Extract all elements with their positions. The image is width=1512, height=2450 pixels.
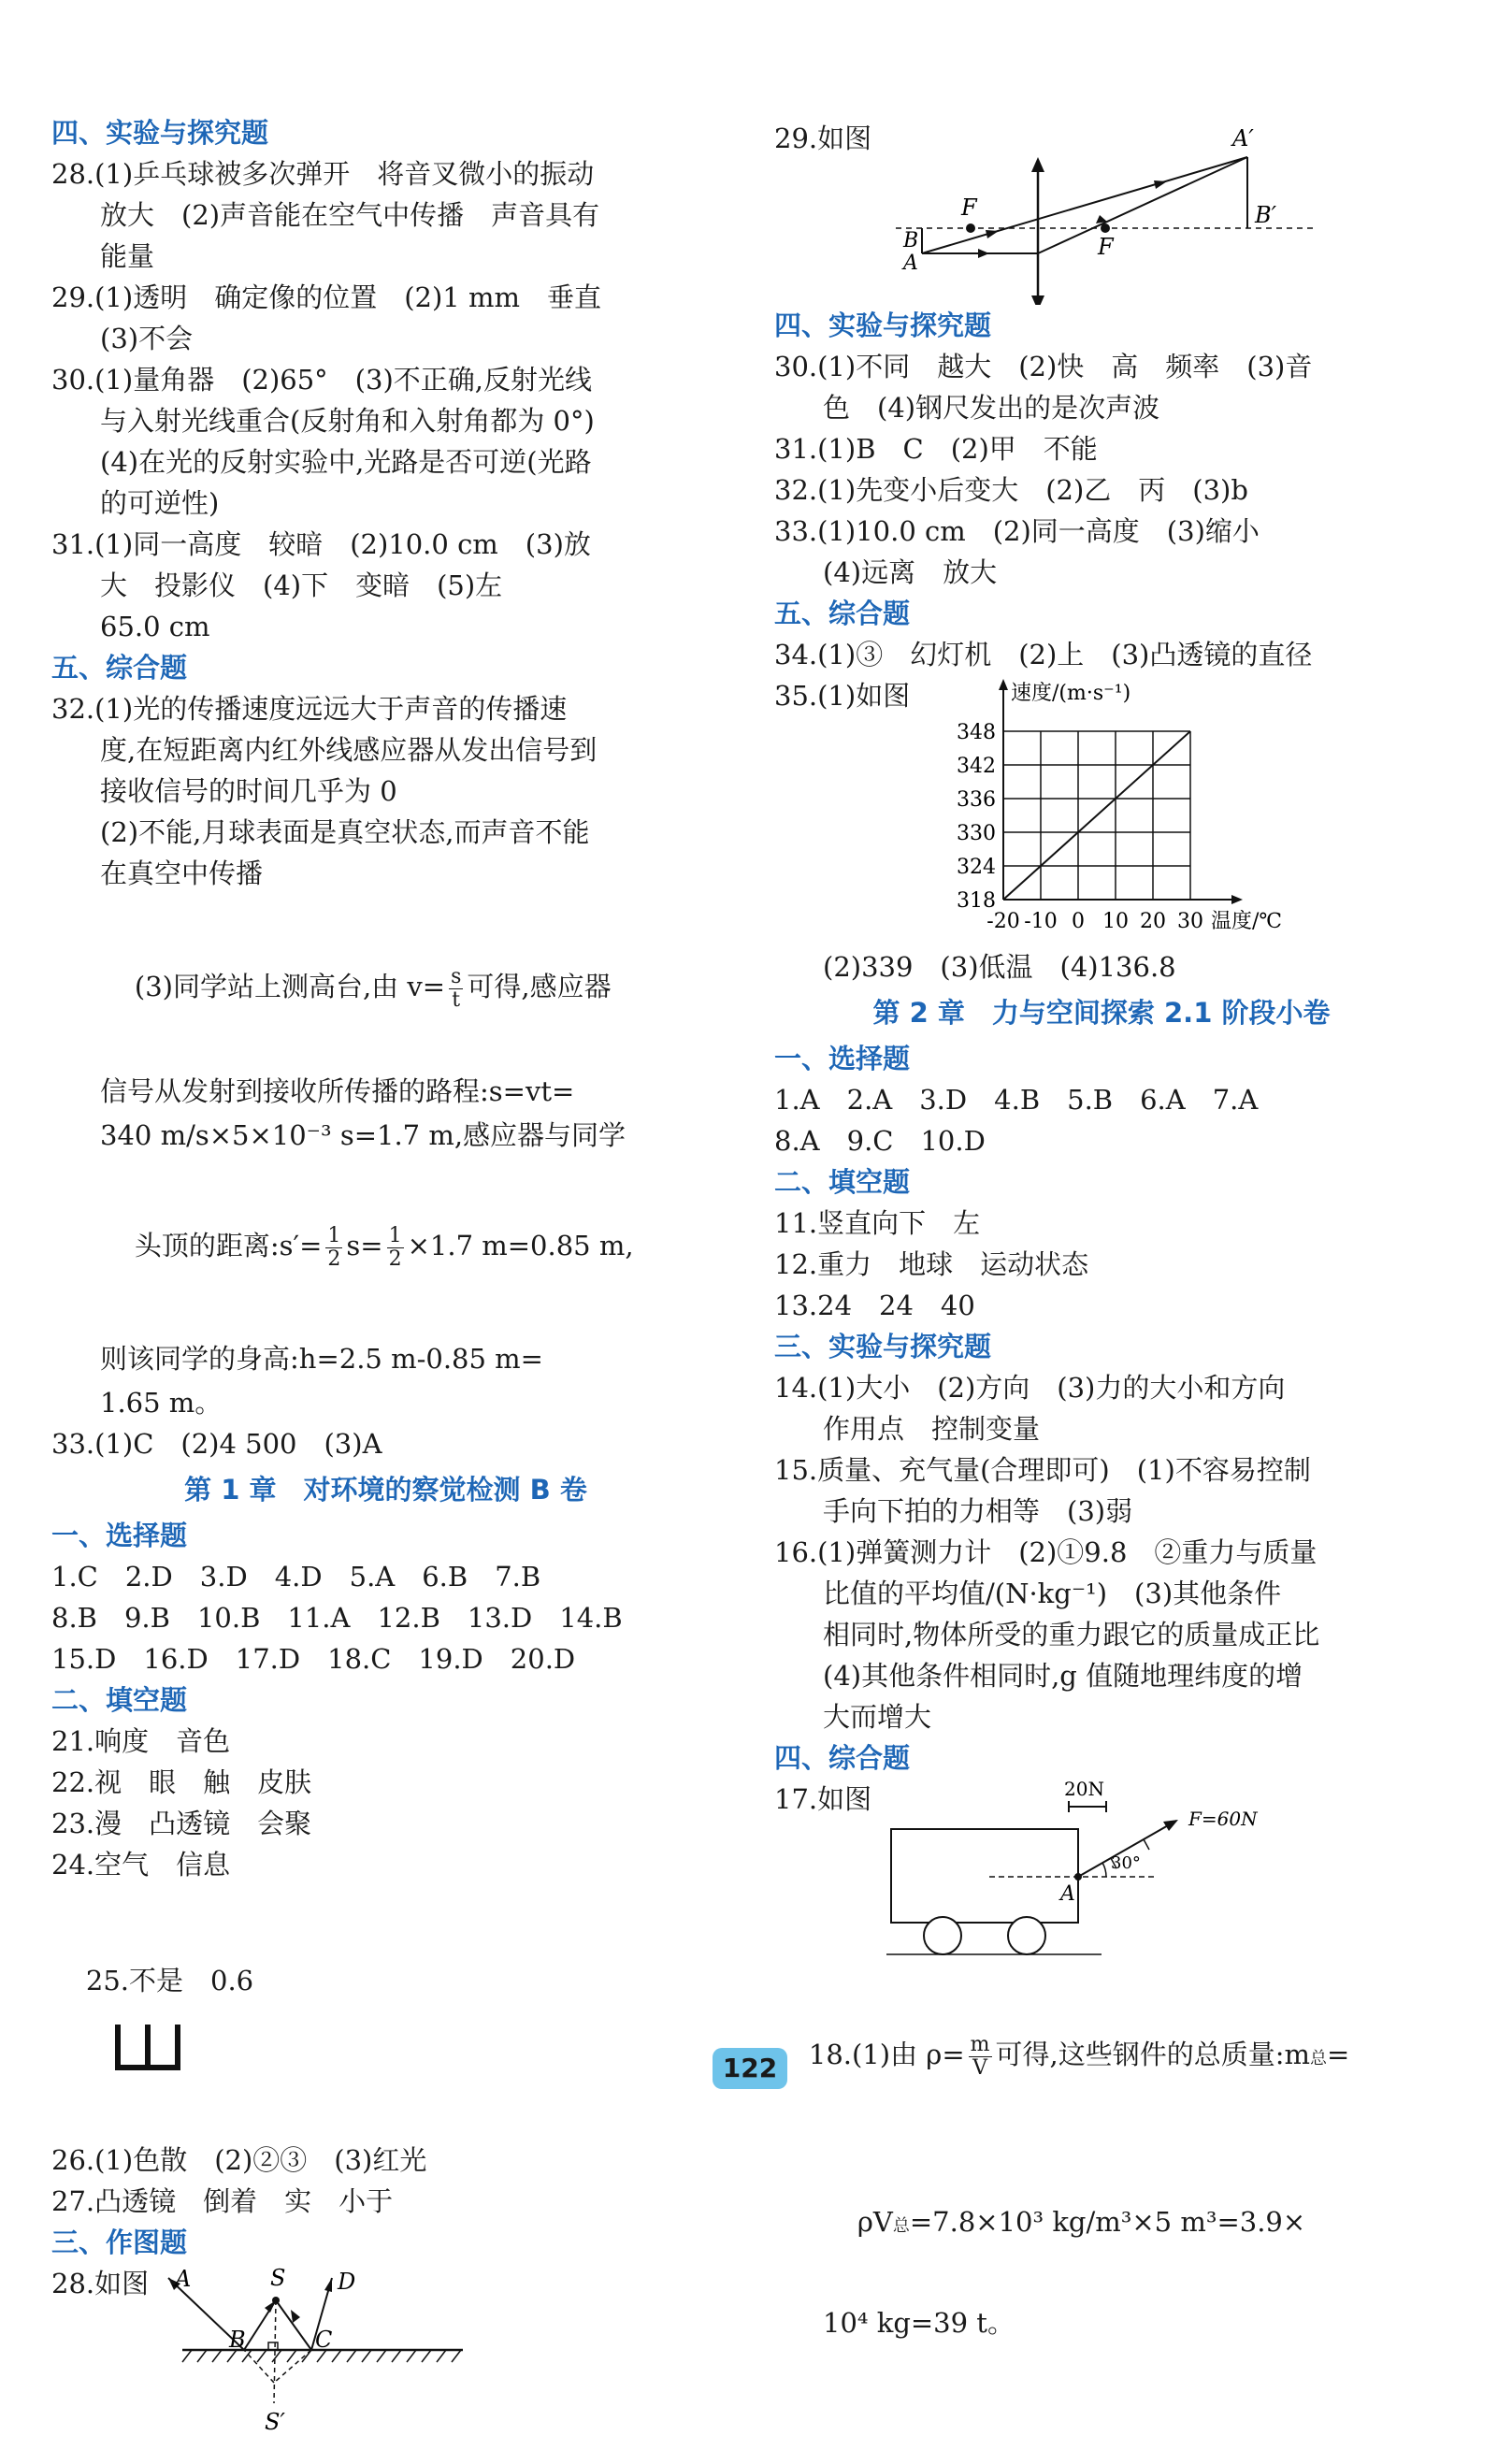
- answer-line: 14.(1)大小 (2)方向 (3)力的大小和方向: [774, 1372, 1286, 1404]
- answer-line: 15.D 16.D 17.D 18.C 19.D 20.D: [51, 1643, 576, 1675]
- section-heading: 三、作图题: [51, 2227, 188, 2258]
- answer-line: (2)不能,月球表面是真空状态,而声音不能: [100, 816, 590, 848]
- answer-line: 30.(1)不同 越大 (2)快 高 频率 (3)音: [774, 351, 1313, 382]
- answer-line: 相同时,物体所受的重力跟它的质量成正比: [823, 1619, 1320, 1650]
- answer-line: (2)339 (3)低温 (4)136.8: [823, 951, 1176, 983]
- answer-line: 32.(1)先变小后变大 (2)乙 丙 (3)b: [774, 474, 1248, 506]
- answer-line: (4)在光的反射实验中,光路是否可逆(光路: [100, 446, 592, 478]
- x-tick-label: 0: [1072, 910, 1085, 933]
- answer-line: 340 m/s×5×10⁻³ s=1.7 m,感应器与同学: [100, 1119, 626, 1151]
- answer-line: 65.0 cm: [100, 611, 210, 642]
- figure-17-block: [774, 1779, 1429, 1956]
- answer-line: 31.(1)同一高度 较暗 (2)10.0 cm (3)放: [51, 528, 591, 560]
- x-axis-label: 温度/℃: [1211, 910, 1283, 933]
- y-tick-label: 318: [957, 889, 996, 913]
- figure-29-block: [774, 118, 1429, 305]
- svg-text:30°: 30°: [1111, 1853, 1141, 1873]
- formula-text: 头顶的距离:s′=: [134, 1230, 323, 1261]
- chapter-title: 第 1 章 对环境的察觉检测 B 卷: [184, 1474, 587, 1506]
- answer-line: 则该同学的身高:h=2.5 m-0.85 m=: [100, 1343, 543, 1375]
- answer-line: 30.(1)量角器 (2)65° (3)不正确,反射光线: [51, 364, 592, 396]
- svg-text:A: A: [175, 2266, 192, 2292]
- left-column: [51, 112, 720, 2450]
- y-axis-arrow: [999, 679, 1008, 690]
- y-tick-label: 342: [957, 755, 996, 778]
- fraction-s-over-t: $\frac{s}{t}$: [451, 964, 462, 1012]
- svg-text:F=60N: F=60N: [1188, 1808, 1258, 1830]
- formula-text: 18.(1)由 ρ=: [808, 2039, 965, 2070]
- answer-line: 35.(1)如图: [774, 680, 911, 712]
- answer-line: 8.A 9.C 10.D: [774, 1125, 986, 1157]
- x-axis-arrow: [1231, 895, 1243, 904]
- answer-line: 28.(1)乒乓球被多次弹开 将音叉微小的振动: [51, 158, 595, 190]
- answer-line: 比值的平均值/(N·kg⁻¹) (3)其他条件: [823, 1578, 1282, 1609]
- bar-code-figure: [110, 2017, 194, 2075]
- series-line: [1003, 731, 1190, 900]
- formula-text: (3)同学站上测高台,由 v=: [134, 971, 446, 1002]
- section-heading: 五、综合题: [774, 598, 911, 629]
- answer-line: 的可逆性): [100, 487, 220, 519]
- page-number-badge: 122: [713, 2048, 787, 2089]
- answer-line: (3)不会: [100, 323, 194, 354]
- svg-text:B′: B′: [1255, 202, 1277, 228]
- fraction-half: $\frac{1}{2}$: [388, 1223, 402, 1271]
- answer-line: 16.(1)弹簧测力计 (2)①9.8 ②重力与质量: [774, 1536, 1318, 1568]
- section-heading: 四、实验与探究题: [51, 117, 269, 149]
- fraction-half: $\frac{1}{2}$: [327, 1223, 341, 1271]
- answer-line: 接收信号的时间几乎为 0: [100, 775, 397, 807]
- section-heading: 四、实验与探究题: [774, 310, 992, 341]
- answer-line: 15.质量、充气量(合理即可) (1)不容易控制: [774, 1454, 1311, 1486]
- svg-text:A: A: [903, 252, 918, 275]
- formula-text: ×1.7 m=0.85 m,: [407, 1230, 634, 1261]
- x-tick-label: 20: [1140, 910, 1166, 933]
- answer-line: 信号从发射到接收所传播的路程:s=vt=: [100, 1075, 575, 1107]
- answer-line: 21.响度 音色: [51, 1725, 231, 1757]
- answer-line: (4)其他条件相同时,g 值随地理纬度的增: [823, 1660, 1303, 1692]
- svg-text:C: C: [315, 2327, 333, 2353]
- answer-line: 29.如图: [774, 122, 872, 154]
- formula-text: ρV: [857, 2206, 893, 2238]
- answer-line: 放大 (2)声音能在空气中传播 声音具有: [100, 199, 600, 231]
- fraction-m-over-v: $\frac{m}{V}$: [970, 2032, 990, 2080]
- svg-text:S′: S′: [265, 2409, 285, 2435]
- answer-line: 1.A 2.A 3.D 4.B 5.B 6.A 7.A: [774, 1084, 1259, 1116]
- answer-line: 大 投影仪 (4)下 变暗 (5)左: [100, 569, 503, 601]
- answer-line: 29.(1)透明 确定像的位置 (2)1 mm 垂直: [51, 281, 601, 313]
- lens-ray-figure: [886, 118, 1326, 305]
- subscript-total: 总: [892, 2216, 910, 2236]
- answer-line: 34.(1)③ 幻灯机 (2)上 (3)凸透镜的直径: [774, 639, 1313, 670]
- answer-line: 8.B 9.B 10.B 11.A 12.B 13.D 14.B: [51, 1602, 623, 1634]
- formula-text: 可得,感应器: [467, 971, 612, 1002]
- svg-text:A′: A′: [1232, 125, 1254, 151]
- answer-line: 28.如图: [51, 2268, 150, 2299]
- cart-force-figure: [877, 1779, 1279, 1956]
- svg-text:F: F: [1098, 234, 1114, 260]
- section-heading: 二、填空题: [774, 1166, 911, 1198]
- answer-line: 手向下拍的力相等 (3)弱: [823, 1495, 1133, 1527]
- formula-text: =7.8×10³ kg/m³×5 m³=3.9×: [909, 2206, 1306, 2238]
- answer-line: 色 (4)钢尺发出的是次声波: [823, 392, 1160, 424]
- formula-line: [51, 1156, 720, 1335]
- answer-line: (4)远离 放大: [823, 556, 998, 588]
- section-heading: 三、实验与探究题: [774, 1331, 992, 1362]
- mirror-reflection-figure: [154, 2263, 510, 2450]
- answer-line: 能量: [100, 240, 155, 272]
- svg-text:20N: 20N: [1064, 1779, 1104, 1800]
- answer-line: 33.(1)C (2)4 500 (3)A: [51, 1428, 382, 1460]
- y-tick-label: 336: [957, 788, 996, 812]
- subscript-total: 总: [1310, 2049, 1328, 2068]
- answer-line: 作用点 控制变量: [823, 1413, 1041, 1445]
- answer-line: 33.(1)10.0 cm (2)同一高度 (3)缩小: [774, 515, 1260, 547]
- x-tick-label: 30: [1177, 910, 1203, 933]
- answer-line: 12.重力 地球 运动状态: [774, 1248, 1089, 1280]
- svg-text:S: S: [270, 2265, 286, 2291]
- section-heading: 四、综合题: [774, 1742, 911, 1774]
- answer-text: 25.不是 0.6: [85, 1965, 254, 1996]
- answer-line: 度,在短距离内红外线感应器从发出信号到: [100, 734, 598, 766]
- formula-text: 可得,这些钢件的总质量:m: [995, 2039, 1311, 2070]
- formula-text: =: [1327, 2039, 1350, 2070]
- answer-line: 32.(1)光的传播速度远远大于声音的传播速: [51, 693, 568, 725]
- svg-text:B: B: [229, 2327, 246, 2353]
- x-tick-label: -20: [986, 910, 1020, 933]
- section-heading: 一、选择题: [51, 1520, 188, 1551]
- answer-line: 22.视 眼 触 皮肤: [51, 1766, 312, 1798]
- answer-line: [51, 1885, 720, 2140]
- section-heading: 二、填空题: [51, 1684, 188, 1716]
- answer-line: 大而增大: [823, 1701, 932, 1733]
- answer-line: 与入射光线重合(反射角和入射角都为 0°): [100, 405, 595, 437]
- answer-line: 17.如图: [774, 1783, 872, 1815]
- answer-line: 31.(1)B C (2)甲 不能: [774, 433, 1098, 465]
- svg-text:F: F: [961, 195, 977, 221]
- y-axis-label: 速度/(m·s⁻¹): [1011, 682, 1131, 705]
- figure-35-block: [774, 675, 1429, 946]
- figure-28-block: [51, 2263, 720, 2450]
- right-column: [774, 118, 1429, 2343]
- section-heading: 五、综合题: [51, 652, 188, 684]
- chapter-title: 第 2 章 力与空间探索 2.1 阶段小卷: [872, 997, 1331, 1029]
- svg-text:B: B: [903, 229, 919, 252]
- answer-line: 27.凸透镜 倒着 实 小于: [51, 2185, 394, 2217]
- y-tick-label: 324: [957, 856, 996, 879]
- answer-line: 1.C 2.D 3.D 4.D 5.A 6.B 7.B: [51, 1561, 541, 1592]
- x-tick-label: -10: [1024, 910, 1058, 933]
- answer-line: 在真空中传播: [100, 858, 264, 889]
- answer-line: 11.竖直向下 左: [774, 1207, 981, 1239]
- answer-line: 1.65 m。: [100, 1387, 223, 1419]
- x-tick-label: 10: [1102, 910, 1129, 933]
- answer-line: 10⁴ kg=39 t。: [823, 2307, 1015, 2339]
- formula-line: [774, 2146, 1429, 2302]
- answer-line: 13.24 24 40: [774, 1290, 975, 1321]
- svg-text:D: D: [338, 2269, 356, 2295]
- svg-text:A: A: [1060, 1882, 1075, 1906]
- formula-line: [51, 905, 720, 1068]
- answer-line: 23.漫 凸透镜 会聚: [51, 1808, 312, 1839]
- formula-text: s=: [346, 1230, 383, 1261]
- answer-line: 26.(1)色散 (2)②③ (3)红光: [51, 2144, 427, 2176]
- y-tick-label: 348: [957, 721, 996, 744]
- formula-line: [774, 1967, 1429, 2146]
- section-heading: 一、选择题: [774, 1043, 911, 1074]
- speed-temperature-chart: [914, 675, 1317, 946]
- answer-line: 24.空气 信息: [51, 1849, 231, 1881]
- y-tick-label: 330: [957, 822, 996, 845]
